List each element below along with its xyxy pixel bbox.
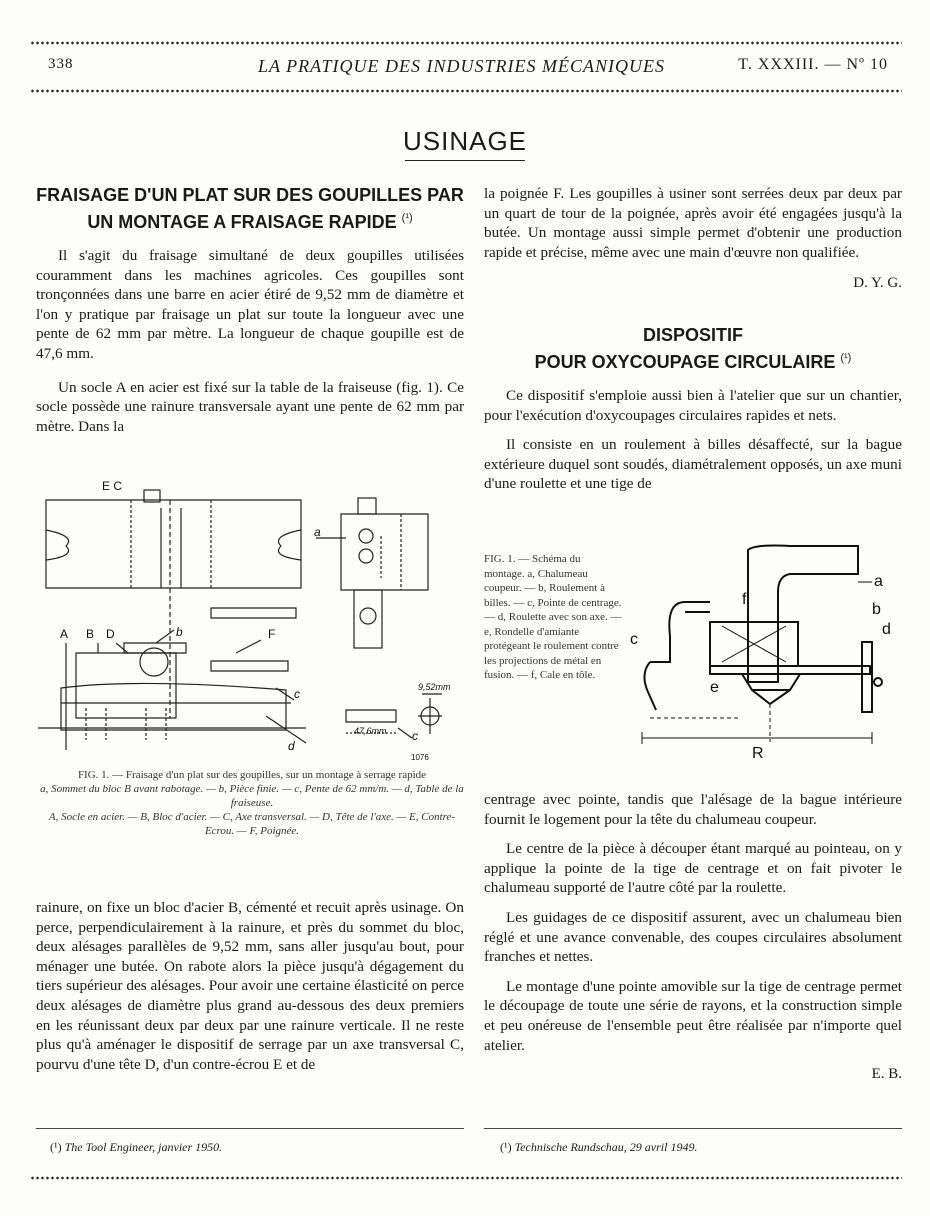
- left-footnote: (¹) The Tool Engineer, janvier 1950.: [50, 1140, 223, 1154]
- article2-paragraph: centrage avec pointe, tandis que l'alésage de la bague intérieure fournit le logement pour la tête du chalumeau coupeur.: [484, 791, 902, 828]
- right-column: [484, 184, 902, 504]
- label-d: d: [882, 621, 891, 638]
- article1-paragraph: Un socle A en acier est fixé sur la table de la fraiseuse (fig. 1). Ce socle possède une rainure transversale ayant une pente de 62 mm par mètre. Dans la: [36, 378, 464, 435]
- label-e: e: [710, 679, 719, 696]
- label-num: 1076: [411, 753, 429, 762]
- right-footnote: (¹) Technische Rundschau, 29 avril 1949.: [500, 1140, 698, 1154]
- section-title: USINAGE: [402, 126, 528, 156]
- article2-signature: E. B.: [871, 1066, 902, 1083]
- right-footnote-rule: [484, 1128, 902, 1129]
- right-figure-caption: FIG. 1. — Schéma du montage. a, Chalumeau coupeur. — b, Roulement à billes. — c, Pointe de centrage. — d, Roulette avec son axe. — e, Rondelle d'amiante protégeant le roulement contre les projections de métal en fusion. — f, Cale en tôle.: [484, 553, 622, 681]
- label-ec: E C: [102, 479, 123, 493]
- journal-title: LA PRATIQUE DES INDUSTRIES MÉCANIQUES: [258, 56, 665, 76]
- label-dim1: 9,52mm: [418, 682, 451, 692]
- label-c: c: [630, 631, 638, 648]
- label-a: a: [874, 573, 883, 590]
- label-c: c: [294, 687, 300, 701]
- left-footnote-rule: [36, 1128, 464, 1129]
- milling-fixture-figure: [36, 478, 464, 768]
- label-D: D: [106, 627, 115, 641]
- label-b: b: [176, 625, 183, 639]
- article1-paragraph: la poignée F. Les goupilles à usiner sont serrées deux par deux par un quart de tour de la poignée, après avoir été engagées jusqu'à la butée. Un montage aussi simple permet d'obtenir une production rapide et précise, même avec une main d'œuvre non qualifiée.: [484, 185, 902, 261]
- label-d: d: [288, 739, 295, 753]
- label-A: A: [60, 627, 69, 641]
- label-a: a: [314, 525, 321, 539]
- right-column-continued: [484, 790, 902, 1085]
- article2-paragraph: Le centre de la pièce à découper étant marqué au pointeau, on y applique la pointe de la tige de centrage et on fait pivoter le chalumeau supporté de l'autre côté par la roulette.: [484, 840, 902, 897]
- label-f: f: [742, 591, 747, 608]
- label-c2: c: [412, 729, 418, 743]
- label-dim2: 47,6mm: [354, 726, 387, 736]
- top-dotted-rule: [30, 41, 902, 45]
- header-dotted-rule: [30, 89, 902, 93]
- label-F: F: [268, 627, 276, 641]
- article2-paragraph: Les guidages de ce dispositif assurent, avec un chalumeau bien réglé et une avance convenable, des coupes circulaires absolument franches et nettes.: [484, 908, 902, 966]
- article2-paragraph: Le montage d'une pointe amovible sur la tige de centrage permet le découpage de toute une série de rayons, et la construction simple et peu onéreuse de l'ensemble peut être réalisée par n'importe quel atelier.: [484, 977, 902, 1054]
- article2-paragraph: Ce dispositif s'emploie aussi bien à l'atelier que sur un chantier, pour l'exécution d'oxycoupages circulaires rapides et nets.: [484, 386, 902, 424]
- left-figure-caption: FIG. 1. — Fraisage d'un plat sur des goupilles, sur un montage à serrage rapide a, Sommet du bloc B avant rabotage. — b, Pièce finie. — c, Pente de 62 mm/m. — d, Table de la fraiseuse. A, Socle en acier. — B, Bloc d'acier. — C, Axe transversal. — D, Tête de l'axe. — E, Contre-Ecrou. — F, Poignée.: [40, 769, 464, 837]
- left-column-continued: [36, 898, 464, 1074]
- label-b: b: [872, 601, 881, 618]
- article1-paragraph: rainure, on fixe un bloc d'acier B, cémenté et recuit après usinage. On perce, perpendiculairement à la rainure, et près du sommet du bloc, deux alésages parallèles de 9,52 mm, sans aller jusqu'au bout, pour ménager une butée. On rabote alors la pièce jusqu'à dégagement du tiers supérieur des alésages. Pour avoir une certaine élasticité on perce deux alésages de diamètre plus grand au-dessous des deux premiers en les réunissant deux par deux par une rainure verticale. Il ne reste plus qu'à aménager le dispositif de serrage par un axe transversal C, pourvu d'une tête D, d'un contre-écrou E et de: [36, 899, 464, 1073]
- article1-signature: D. Y. G.: [853, 275, 902, 292]
- article1-paragraph: Il s'agit du fraisage simultané de deux goupilles utilisées couramment dans les machines agricoles. Ces goupilles sont tronçonnées dans une barre en acier étiré de 9,52 mm de diamètre et l'on y pratique par fraisage un plat sur toute la longueur avec une pente de 62 mm par mètre. La longueur de chaque goupille est de 47,6 mm.: [36, 247, 464, 362]
- oxycutting-device-figure: [630, 542, 902, 772]
- left-column: [36, 184, 464, 446]
- page-number: 338: [48, 56, 74, 72]
- volume-number: T. XXXIII. — Nº 10: [738, 56, 888, 73]
- article2-paragraph: Il consiste en un roulement à billes désaffecté, sur la bague extérieure duquel sont soudés, diamétralement opposés, un axe muni d'une roulette et une tige de: [484, 436, 902, 493]
- article2-title: DISPOSITIF POUR OXYCOUPAGE CIRCULAIRE $^{(^1)}$: [534, 324, 852, 372]
- section-title-underline: [405, 160, 525, 161]
- label-R: R: [752, 745, 764, 762]
- bottom-dotted-rule: [30, 1176, 902, 1180]
- article1-title: FRAISAGE D'UN PLAT SUR DES GOUPILLES PAR UN MONTAGE A FRAISAGE RAPIDE $^{(^1)}$: [36, 185, 464, 232]
- label-B: B: [86, 627, 95, 641]
